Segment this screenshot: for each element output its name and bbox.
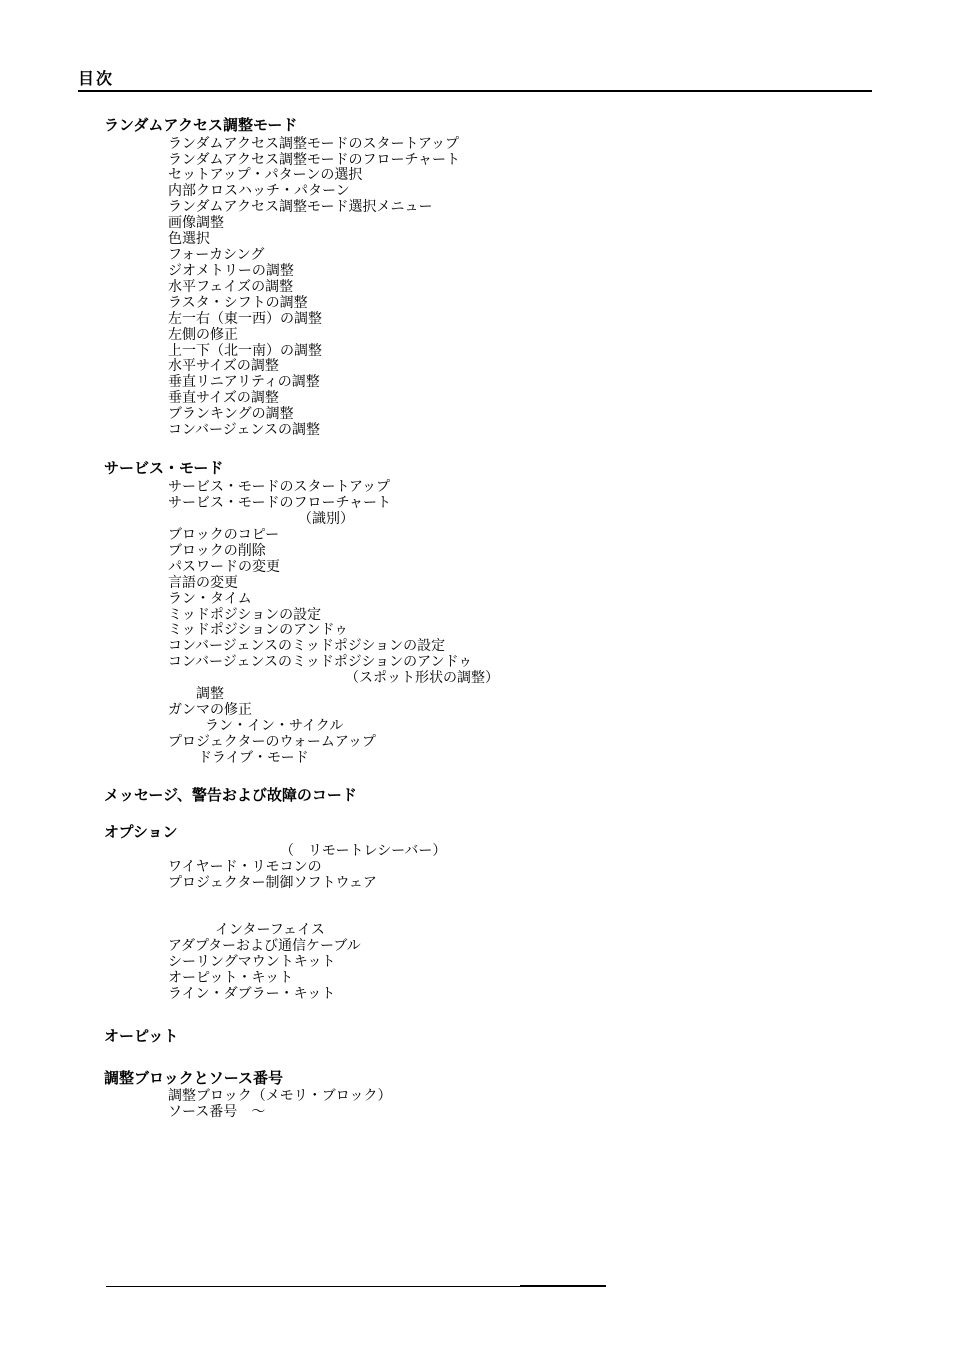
toc-entry[interactable]: 水平フェイズの調整 xyxy=(168,279,294,295)
toc-entry[interactable]: シーリングマウントキット xyxy=(168,954,336,970)
toc-entry[interactable]: 言語の変更 xyxy=(168,575,238,591)
toc-entry[interactable]: アダプターおよび通信ケーブル xyxy=(168,938,361,954)
section-heading[interactable]: オプション xyxy=(104,823,178,841)
toc-entry[interactable]: セットアップ・パターンの選択 xyxy=(168,167,363,183)
toc-entry[interactable]: ガンマの修正 xyxy=(168,702,252,718)
toc-entry[interactable]: 水平サイズの調整 xyxy=(168,358,279,374)
toc-entry[interactable]: 調整 xyxy=(196,686,224,702)
toc-entry[interactable]: ランダムアクセス調整モードのフローチャート xyxy=(168,152,461,168)
toc-entry[interactable]: インターフェイス xyxy=(215,922,325,938)
section-heading[interactable]: 調整ブロックとソース番号 xyxy=(104,1069,283,1087)
toc-entry[interactable]: ラン・タイム xyxy=(168,591,252,607)
toc-entry[interactable]: （識別） xyxy=(298,511,354,527)
toc-entry[interactable]: 内部クロスハッチ・パターン xyxy=(168,183,350,199)
toc-entry[interactable]: ラスタ・シフトの調整 xyxy=(168,295,308,311)
toc-entry[interactable]: ランダムアクセス調整モード選択メニュー xyxy=(168,199,433,215)
toc-entry[interactable]: サービス・モードのスタートアップ xyxy=(168,479,391,495)
toc-entry[interactable]: ランダムアクセス調整モードのスタートアップ xyxy=(168,136,460,152)
toc-entry[interactable]: 色選択 xyxy=(168,231,210,247)
toc-title: 目次 xyxy=(78,69,115,88)
toc-entry[interactable]: コンバージェンスのミッドポジションのアンドゥ xyxy=(168,654,473,670)
toc-entry[interactable]: フォーカシング xyxy=(168,247,265,263)
toc-entry[interactable]: ミッドポジションのアンドゥ xyxy=(168,622,349,638)
toc-entry[interactable]: コンバージェンスの調整 xyxy=(168,422,321,438)
section-heading[interactable]: オーピット xyxy=(104,1027,179,1045)
toc-entry[interactable]: ブランキングの調整 xyxy=(168,406,294,422)
toc-entry[interactable]: ジオメトリーの調整 xyxy=(168,263,294,279)
toc-entry[interactable]: パスワードの変更 xyxy=(168,559,280,575)
toc-entry[interactable]: オーピット・キット xyxy=(168,970,294,986)
toc-entry[interactable]: ラン・イン・サイクル xyxy=(205,718,344,734)
section-heading[interactable]: サービス・モード xyxy=(104,459,224,477)
title-rule xyxy=(78,90,872,92)
toc-entry[interactable]: 画像調整 xyxy=(168,215,224,231)
footer-rule-accent xyxy=(520,1285,606,1287)
toc-entry[interactable]: ライン・ダブラー・キット xyxy=(168,986,336,1002)
toc-entry[interactable]: 垂直サイズの調整 xyxy=(168,390,279,406)
toc-entry[interactable]: ドライブ・モード xyxy=(198,750,309,766)
toc-entry[interactable]: 左側の修正 xyxy=(168,327,238,343)
toc-entry[interactable]: ワイヤード・リモコンの xyxy=(168,859,322,875)
toc-entry[interactable]: ブロックのコピー xyxy=(168,527,280,543)
section-heading[interactable]: ランダムアクセス調整モード xyxy=(104,116,298,134)
toc-entry[interactable]: ミッドポジションの設定 xyxy=(168,607,322,623)
toc-entry[interactable]: （ リモートレシーバー） xyxy=(280,843,447,859)
toc-entry[interactable]: ソース番号 ～ xyxy=(168,1104,266,1120)
toc-entry[interactable]: 調整ブロック（メモリ・ブロック） xyxy=(168,1088,392,1104)
toc-entry[interactable]: ブロックの削除 xyxy=(168,543,266,559)
toc-entry[interactable]: プロジェクター制御ソフトウェア xyxy=(168,875,377,891)
toc-entry[interactable]: 垂直リニアリティの調整 xyxy=(168,374,320,390)
section-heading[interactable]: メッセージ、警告および故障のコード xyxy=(104,786,357,804)
toc-entry[interactable]: コンバージェンスのミッドポジションの設定 xyxy=(168,638,446,654)
toc-entry[interactable]: プロジェクターのウォームアップ xyxy=(168,734,376,750)
toc-entry[interactable]: サービス・モードのフローチャート xyxy=(168,495,392,511)
toc-entry[interactable]: 左一右（東一西）の調整 xyxy=(168,311,322,327)
toc-entry[interactable]: （スポット形状の調整） xyxy=(345,670,499,686)
toc-entry[interactable]: 上一下（北一南）の調整 xyxy=(168,343,322,359)
